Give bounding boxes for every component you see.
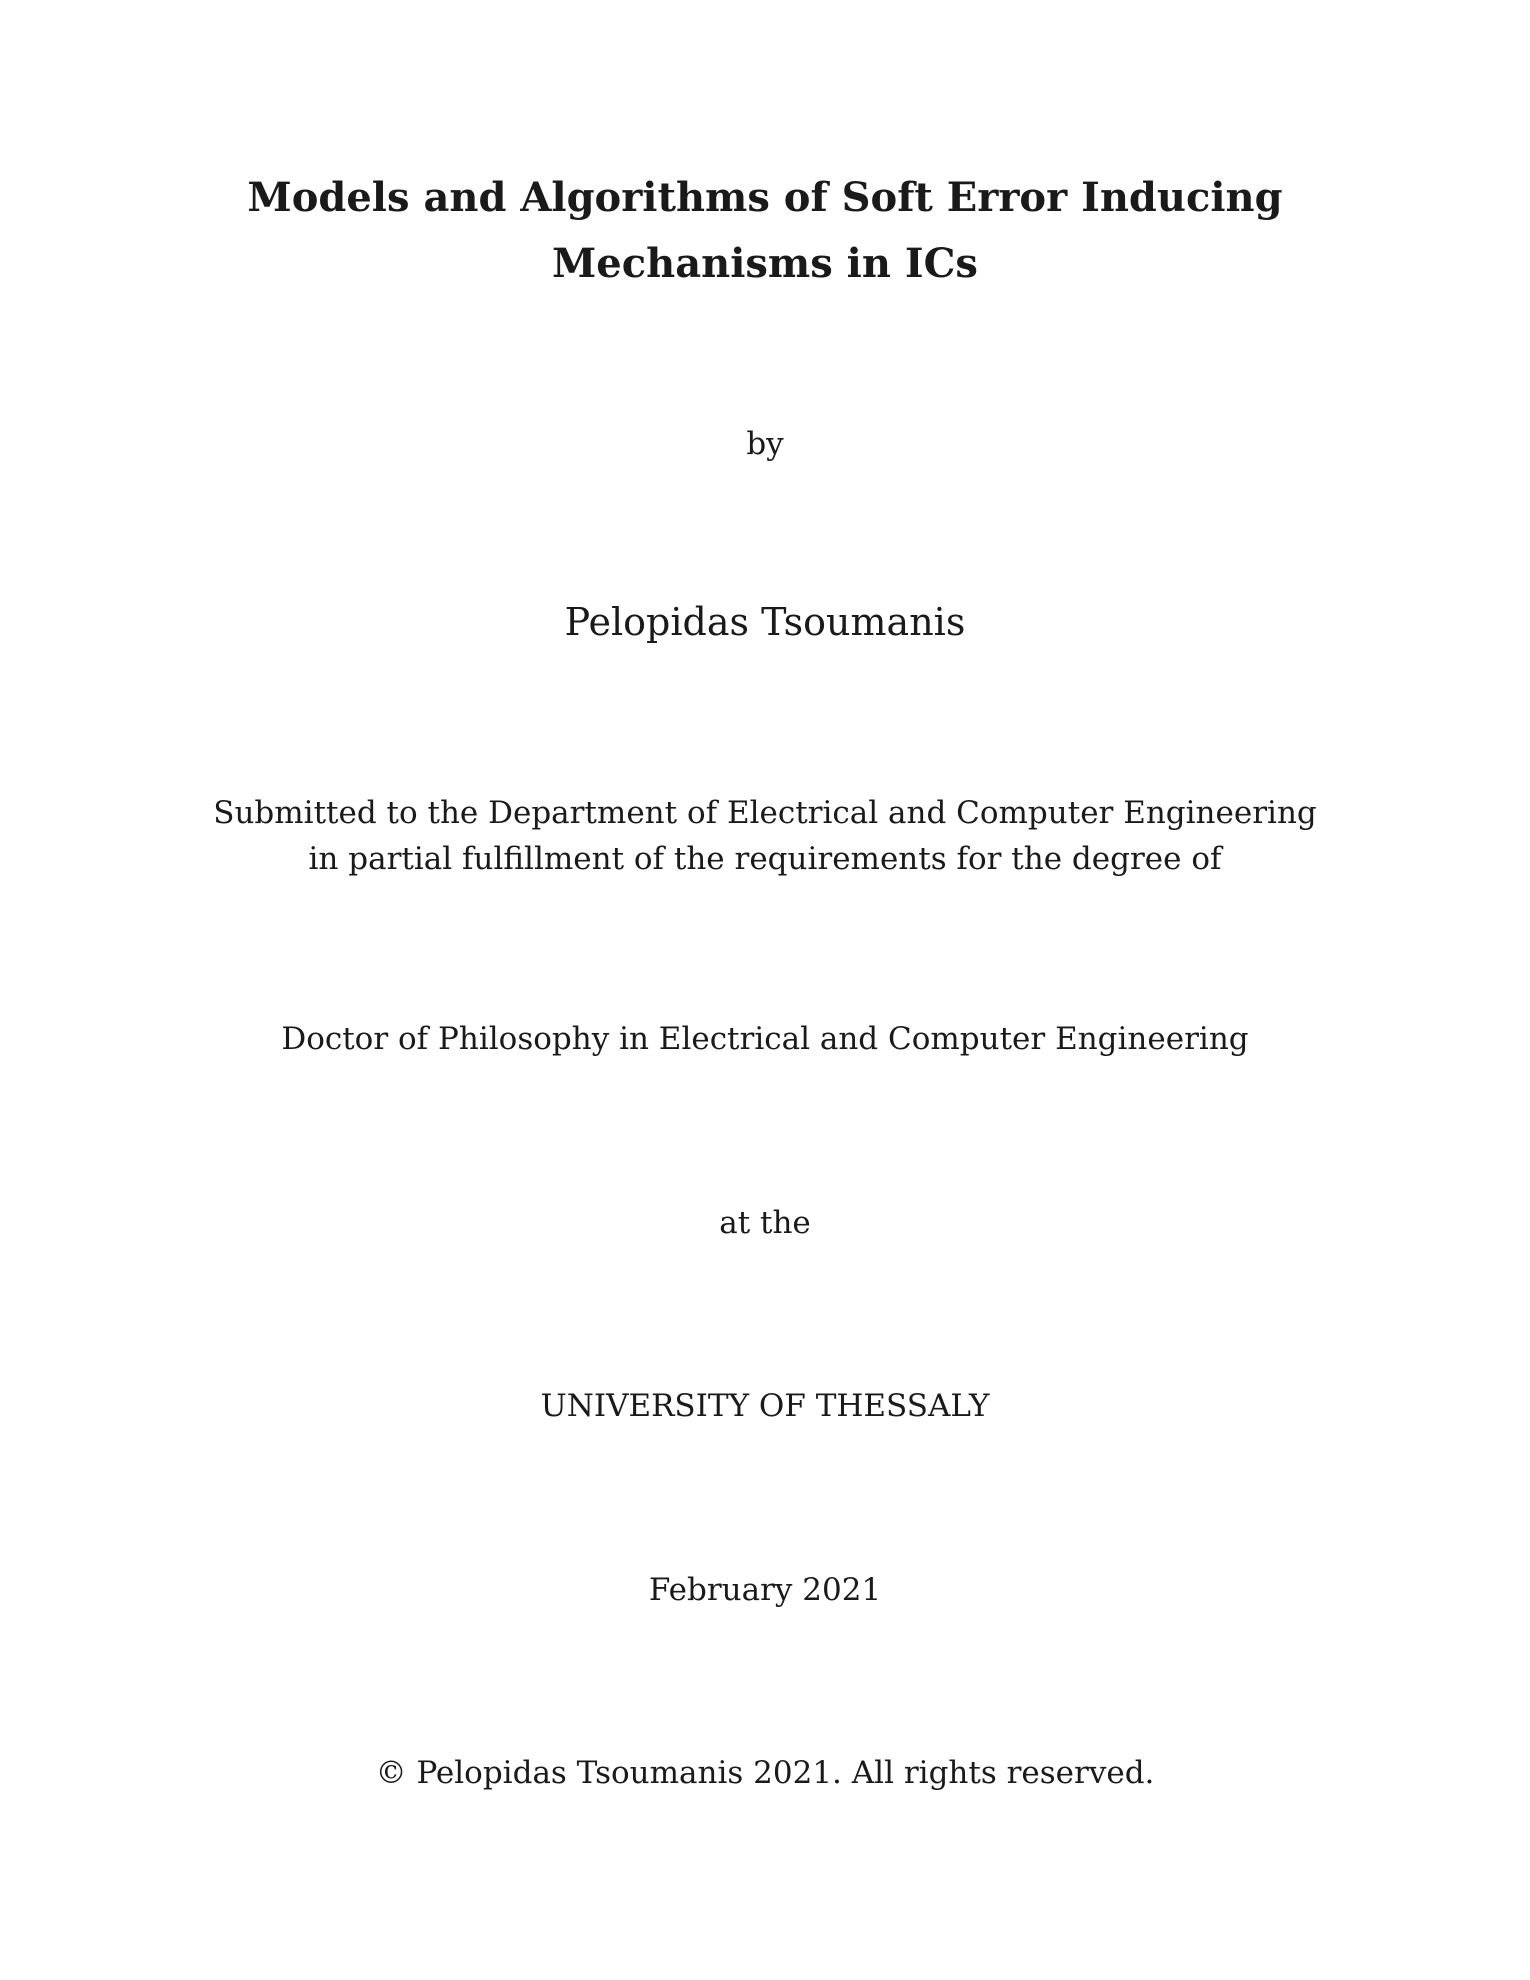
institution-name: UNIVERSITY OF THESSALY — [540, 1388, 990, 1424]
submission-date: February 2021 — [648, 1572, 882, 1608]
thesis-title — [0, 165, 1530, 297]
at-the-label: at the — [719, 1205, 811, 1241]
submission-line-1: Submitted to the Department of Electrical and Computer Engineering — [213, 795, 1317, 831]
submission-statement — [0, 790, 1530, 882]
thesis-title-line-1: Models and Algorithms of Soft Error Inducing — [247, 174, 1283, 221]
thesis-title-line-2: Mechanisms in ICs — [552, 240, 978, 287]
copyright-notice: © Pelopidas Tsoumanis 2021. All rights reserved. — [375, 1755, 1155, 1791]
submission-line-2: in partial fulfillment of the requirements for the degree of — [308, 841, 1222, 877]
degree-name: Doctor of Philosophy in Electrical and Computer Engineering — [281, 1021, 1249, 1057]
by-label: by — [746, 426, 784, 462]
author-name: Pelopidas Tsoumanis — [564, 600, 966, 644]
